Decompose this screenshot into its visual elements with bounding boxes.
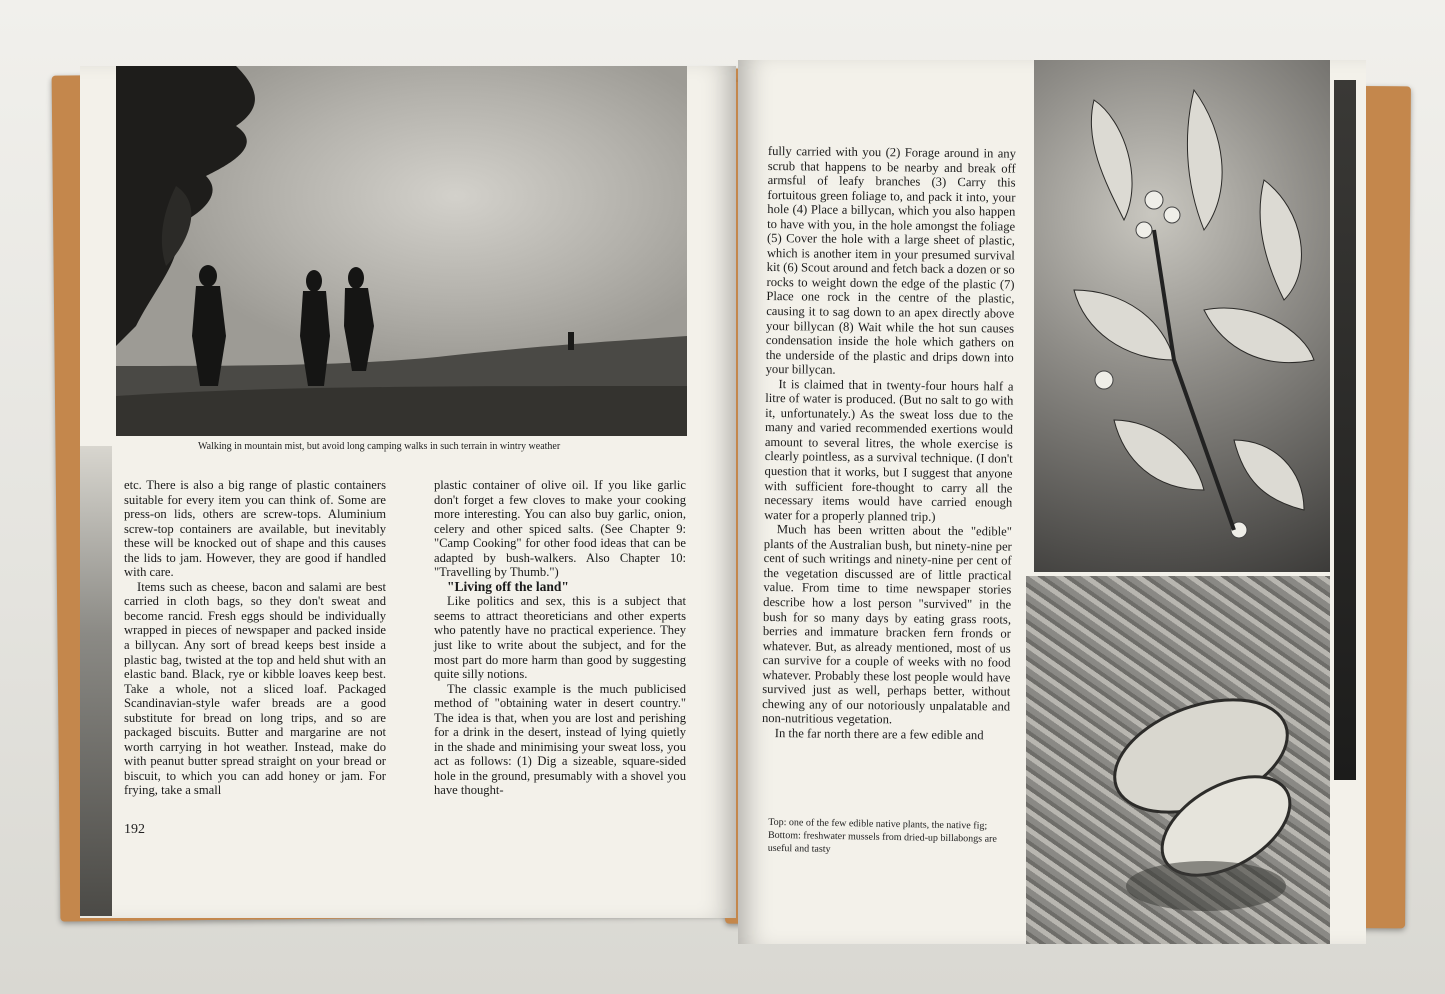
paragraph: fully carried with you (2) Forage around in any scrub that happens to be nearby and break off armsful of leafy branches (3) Carry this fortuitous green foliage to, and pack it into, your hole (4) Place a billycan, which you also happen to have with you, in the hole amongst the foliage (5) Cover the hole with a large sheet of plastic, which is another item in your presumed survival kit (6) Scout around and fetch back a dozen or so rocks to weight down the edge of the plastic (7) Place one rock in the centre of the plastic, causing it to sag down to an apex directly above your billycan (8) Wait while the hot sun causes condensation inside the hole which gathers on the underside of the plastic and drips down into your billycan.	[765, 144, 1016, 377]
paragraph: etc. There is also a big range of plastic containers suitable for every item you can think of. Some are press-on lids, others are screw-tops. Aluminium screw-top containers are available, but inevitably these will be knocked out of shape and this causes the lids to jam. However, they are good if handled with care.	[124, 478, 386, 580]
page-number: 192	[124, 822, 145, 837]
photo-caption-fig-mussels: Top: one of the few edible native plants, the native fig; Bottom: freshwater mussels from dried-up billabongs are useful and tasty	[767, 816, 997, 855]
fig-leaves-image	[1034, 60, 1330, 572]
mussel-shells-image	[1026, 576, 1330, 944]
paragraph: Much has been written about the "edible" plants of the Australian bush, but ninety-nine per cent of such writings and ninety-nine per cent of the vegetation discussed are of little practical value. From time to time newspaper stories describe how a lost person "survived" in the bush for so many days by eating grass roots, berries and immature bracken fern fronds or whatever. But, as already mentioned, most of us can survive for a couple of weeks with no food whatever. Probably these lost people would have survived just as well, perhaps better, without chewing any of our notoriously unpalatable and non-nutritious vegetation.	[761, 522, 1013, 727]
section-heading: "Living off the land"	[447, 578, 569, 594]
text-column-3	[762, 144, 1016, 743]
photo-walkers-in-mist	[116, 66, 687, 436]
paragraph: plastic container of olive oil. If you like garlic don't forget a few cloves to make your cooking more interesting. You can also buy garlic, onion, celery and other spiced salts. (See Chapter 9: "Camp Cooking" for other food ideas that can be adapted by bush-walkers. Also Chapter 10: "Travelling by Thumb.")	[434, 478, 686, 580]
photo-caption-walk: Walking in mountain mist, but avoid long camping walks in such terrain in wintry weather	[198, 441, 561, 452]
left-edge-photo-strip	[80, 446, 112, 916]
right-page	[738, 60, 1366, 944]
paragraph: The classic example is the much publicised method of "obtaining water in desert country." The idea is that, when you are lost and perishing for a drink in the desert, instead of lying quietly in the shade and minimising your sweat loss, you act as follows: (1) Dig a sizeable, square-sided hole in the ground, presumably with a shovel you have thought-	[434, 681, 686, 798]
right-edge-photo-strip	[1334, 80, 1356, 780]
paragraph: It is claimed that in twenty-four hours half a litre of water is produced. (But no salt to go with it, unfortunately.) As the sweat loss due to the many and varied recommended exertions would amount to several litres, the whole exercise is clearly pointless, as a survival technique. (I don't question that it works, but I suggest that anyone with sufficient fore-thought to carry all the necessary items would have carried enough water for a properly planned trip.)	[764, 376, 1014, 524]
text-column-1	[124, 478, 386, 798]
left-page	[80, 66, 736, 918]
paragraph: Items such as cheese, bacon and salami are best carried in cloth bags, so they don't sweat and become rancid. Fresh eggs should be individually wrapped in pieces of newspaper and packed inside a billycan. Any sort of bread keeps best inside a plastic bag, twisted at the top and held shut with an elastic band. Black, rye or kibble loaves keep best. Take a whole, not a sliced loaf. Packaged Scandinavian-style wafer breads are a good substitute for bread on long trips, and so are packaged biscuits. Butter and margarine are not worth carrying in hot weather. Instead, make do with peanut butter spread straight on your bread or biscuit, to which you can add honey or jam. For frying, take a small	[124, 579, 386, 798]
text-column-2	[434, 478, 686, 798]
photo-native-fig	[1034, 60, 1330, 572]
photo-freshwater-mussels	[1026, 576, 1330, 944]
paragraph: In the far north there are a few edible and	[774, 725, 984, 743]
walkers-silhouette-image	[116, 66, 687, 436]
paragraph: Like politics and sex, this is a subject that seems to attract theoreticians and other experts who patently have no practical experience. They just like to write about the subject, and for the most part do more harm than good by suggesting quite silly notions.	[434, 594, 686, 682]
